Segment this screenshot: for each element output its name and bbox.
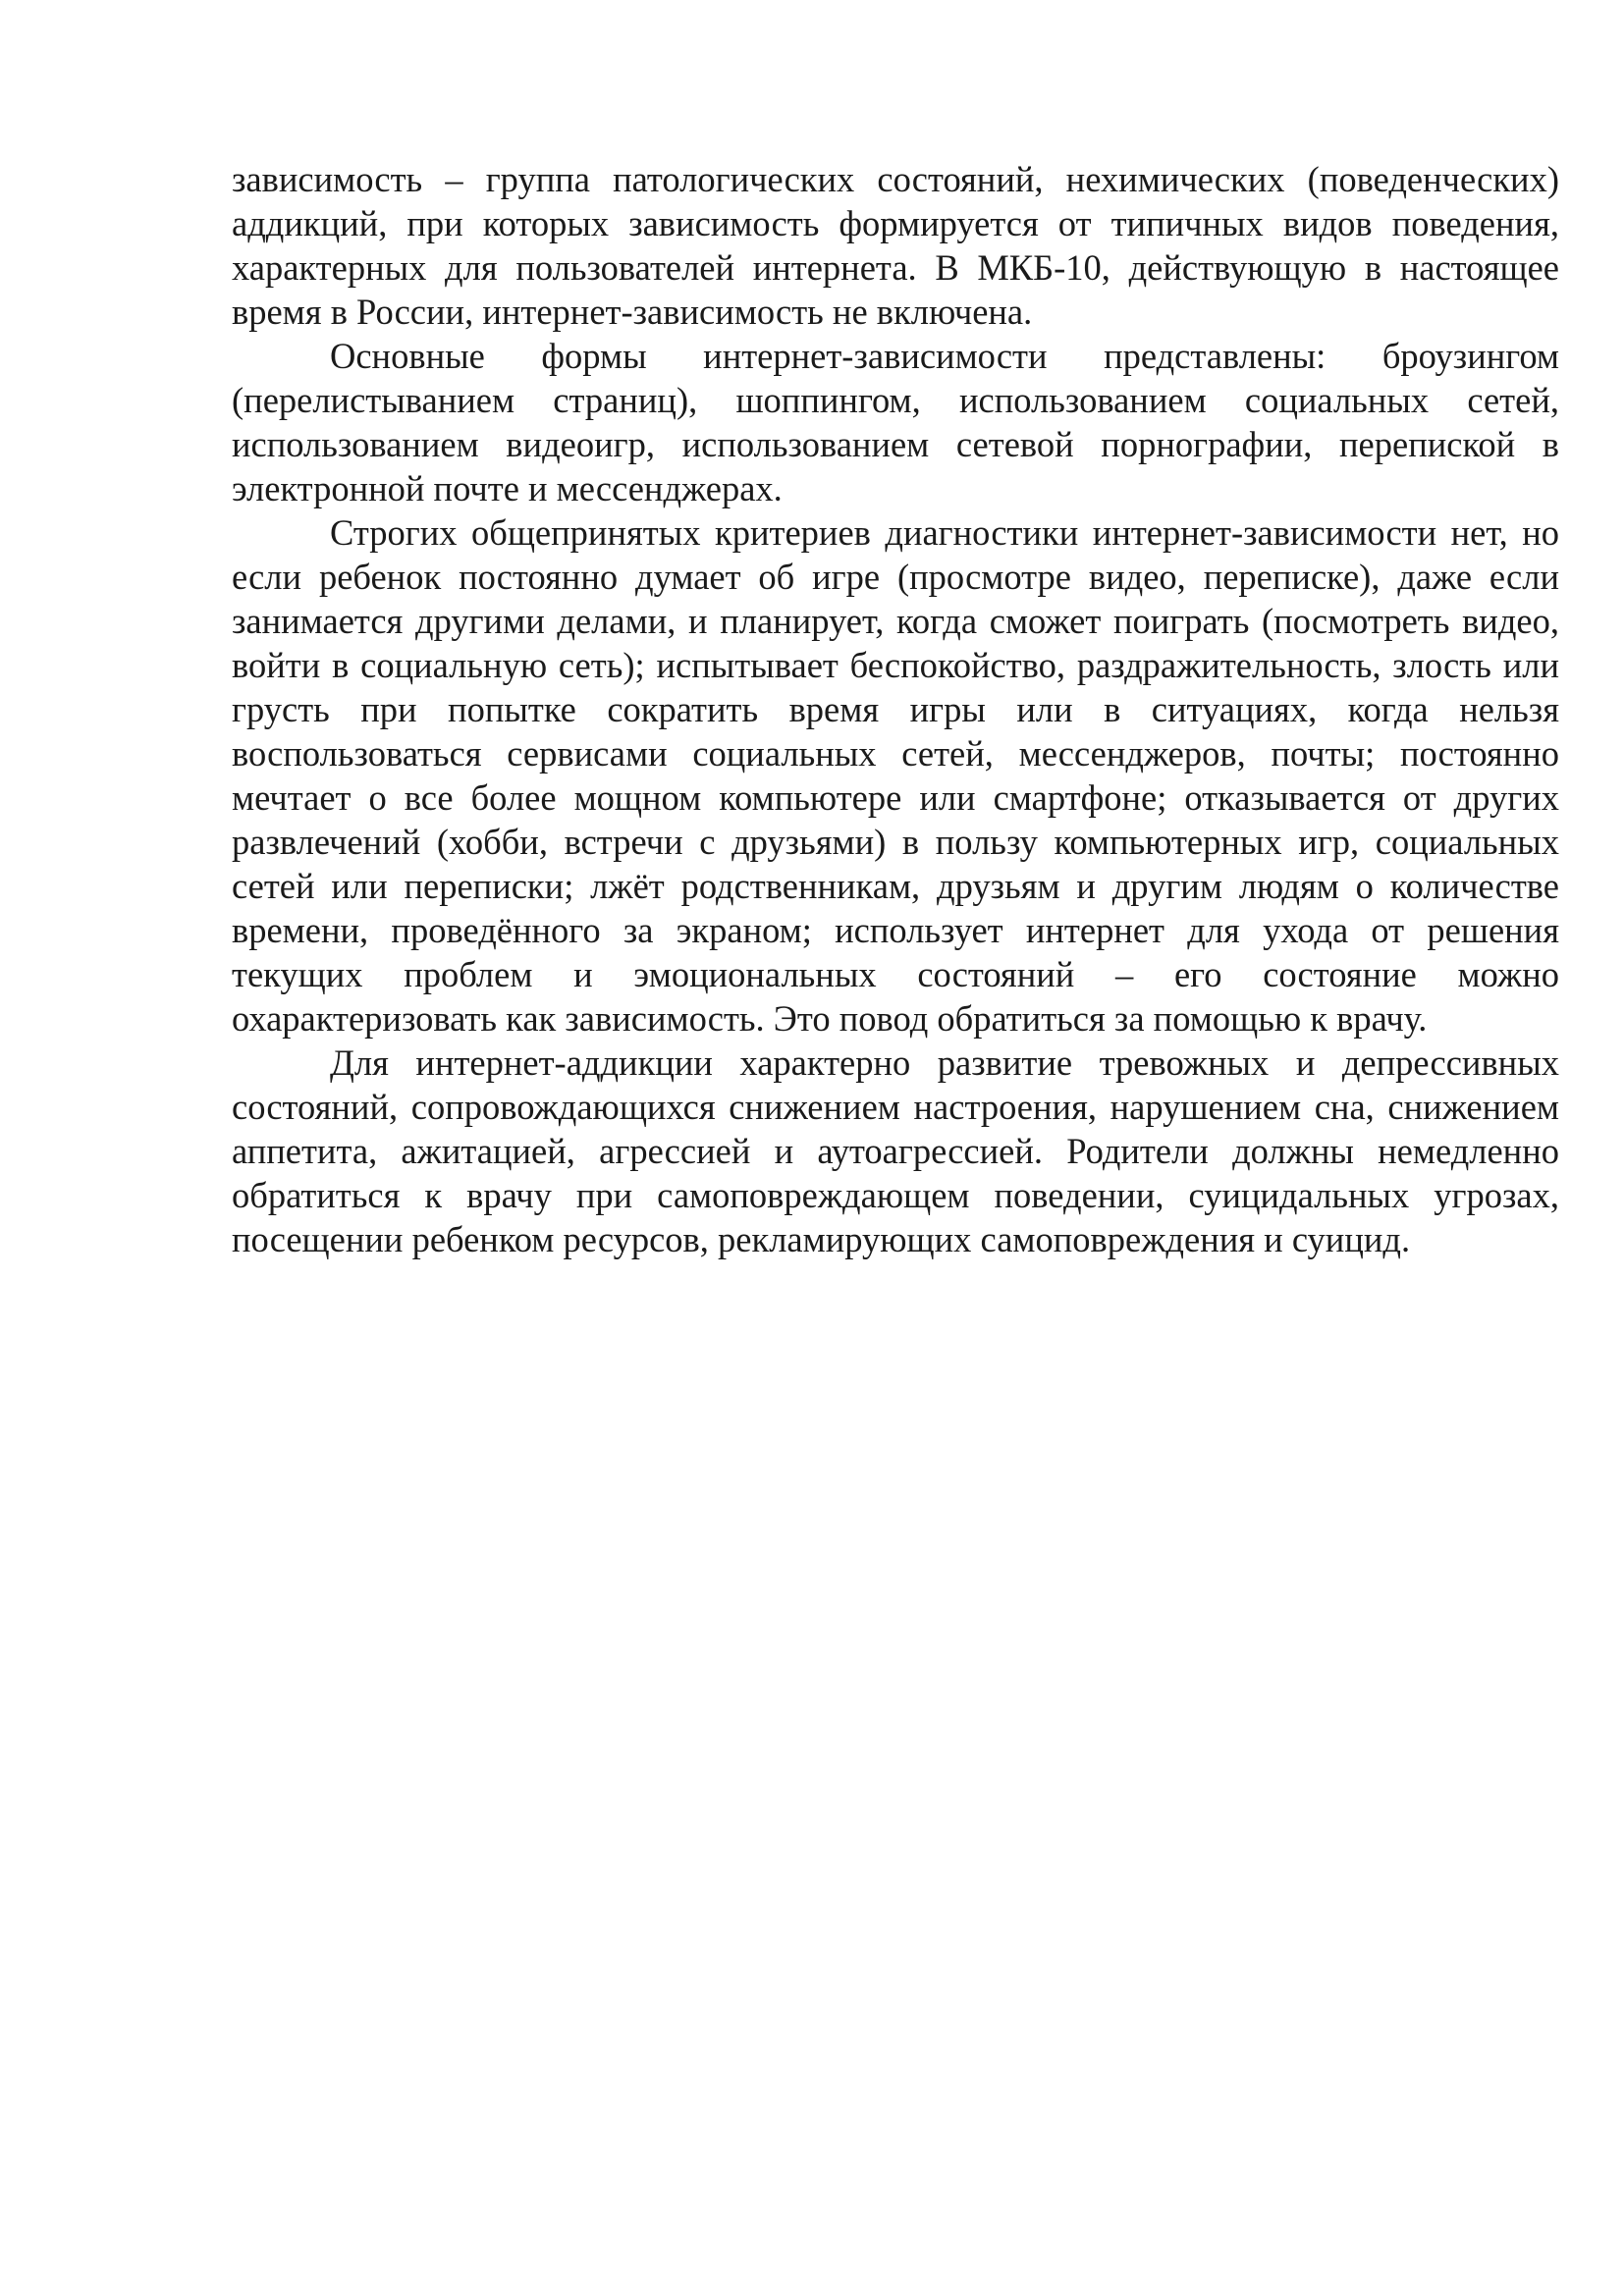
paragraph-symptoms: Для интернет-аддикции характерно развитие тревожных и депрессивных состояний, сопровождающихся снижением настроения, нарушением сна, снижением аппетита, ажитацией, агрессией и аутоагрессией. Родители должны немедленно обратиться к врачу при самоповреждающем поведении, суицидальных угрозах, посещении ребенком ресурсов, рекламирующих самоповреждения и суицид. — [232, 1042, 1559, 1259]
body-text — [232, 157, 1559, 1261]
paragraph-continuation: зависимость – группа патологических состояний, нехимических (поведенческих) аддикций, при которых зависимость формируется от типичных видов поведения, характерных для пользователей интернета. В МКБ-10, действующую в настоящее время в России, интернет-зависимость не включена. — [232, 159, 1559, 332]
paragraph-criteria: Строгих общепринятых критериев диагностики интернет-зависимости нет, но если ребенок постоянно думает об игре (просмотре видео, переписке), даже если занимается другими делами, и планирует, когда сможет поиграть (посмотреть видео, войти в социальную сеть); испытывает беспокойство, раздражительность, злость или грусть при попытке сократить время игры или в ситуациях, когда нельзя воспользоваться сервисами социальных сетей, мессенджеров, почты; постоянно мечтает о все более мощном компьютере или смартфоне; отказывается от других развлечений (хобби, встречи с друзьями) в пользу компьютерных игр, социальных сетей или переписки; лжёт родственникам, друзьям и другим людям о количестве времени, проведённого за экраном; использует интернет для ухода от решения текущих проблем и эмоциональных состояний – его состояние можно охарактеризовать как зависимость. Это повод обратиться за помощью к врачу. — [232, 512, 1559, 1039]
paragraph-forms: Основные формы интернет-зависимости представлены: броузингом (перелистыванием страниц), шоппингом, использованием социальных сетей, использованием видеоигр, использованием сетевой порнографии, перепиской в электронной почте и мессенджерах. — [232, 336, 1559, 508]
